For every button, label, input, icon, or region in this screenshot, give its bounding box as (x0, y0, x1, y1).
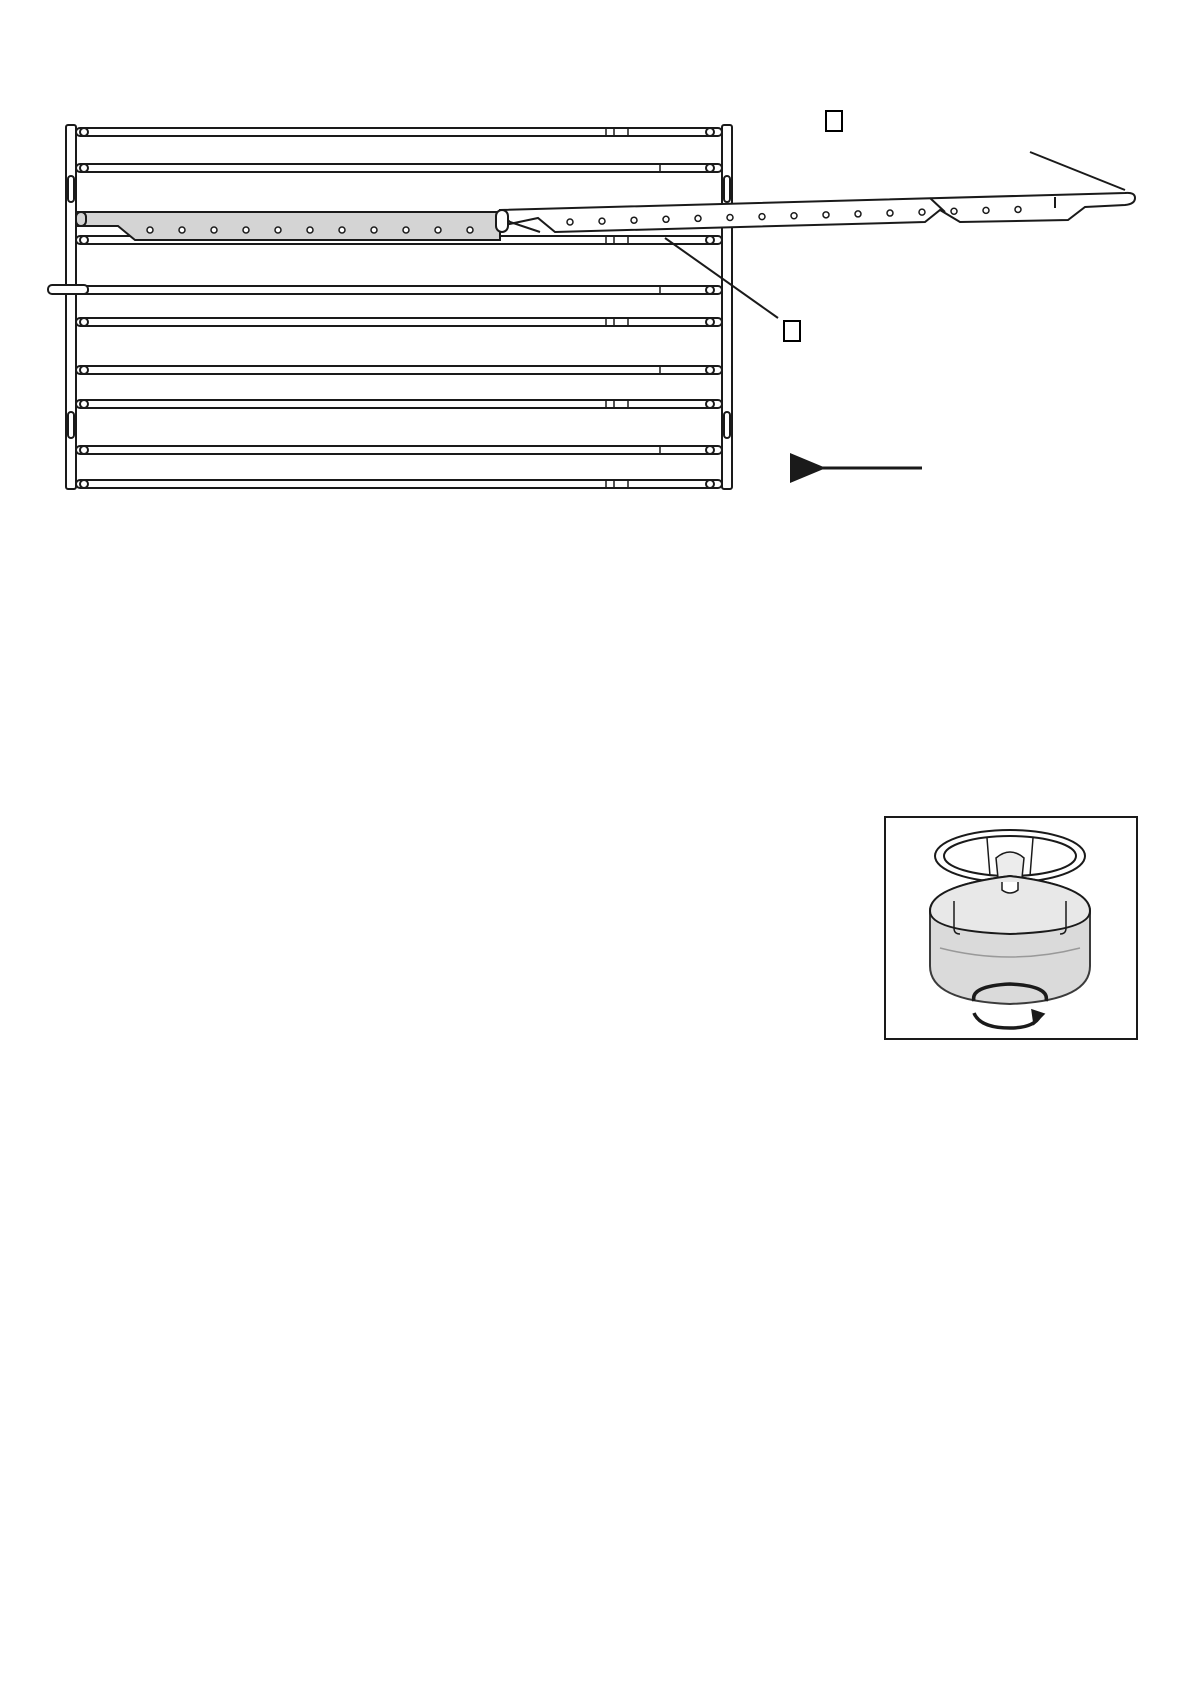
rail-hole (791, 213, 797, 219)
rail-hole (567, 219, 573, 225)
rail-hole (467, 227, 473, 233)
rack-rung (76, 318, 722, 326)
rack-rung (76, 366, 722, 374)
rail-hole (179, 227, 185, 233)
rack-rung (76, 480, 722, 488)
rail-hole (695, 215, 701, 221)
rack-rung (76, 128, 722, 136)
rail-hole (663, 216, 669, 222)
protruding-rod (48, 285, 88, 294)
rail-hole (951, 208, 957, 214)
rail-hole (599, 218, 605, 224)
rail-hole (727, 215, 733, 221)
rail-hole (403, 227, 409, 233)
rail-hole (983, 207, 989, 213)
rail-hole (147, 227, 153, 233)
rail-hole (307, 227, 313, 233)
callout-box-2 (783, 320, 801, 342)
callout-box-1 (825, 110, 843, 132)
rail-hole (759, 214, 765, 220)
rack-rungs (76, 128, 722, 488)
rail-hole (823, 212, 829, 218)
rail-hole (339, 227, 345, 233)
rack-rung (76, 400, 722, 408)
rail-hole (1015, 206, 1021, 212)
rail-hole (435, 227, 441, 233)
lamp-socket (935, 830, 1085, 882)
rail-hole (243, 227, 249, 233)
rail-hole (275, 227, 281, 233)
rail-hole (855, 211, 861, 217)
lamp-cover-illustration (884, 816, 1138, 1040)
rail-hole (887, 210, 893, 216)
rail-hole (631, 217, 637, 223)
rack-frame (66, 125, 732, 489)
leader-lines (665, 152, 1125, 318)
rail-hole (211, 227, 217, 233)
oven-rack-illustration (0, 0, 1191, 520)
rack-rung (76, 164, 722, 172)
rack-rung (76, 446, 722, 454)
rail-hole (919, 209, 925, 215)
rail-hole (371, 227, 377, 233)
telescopic-rail (76, 193, 1135, 240)
rack-rung (76, 286, 722, 294)
